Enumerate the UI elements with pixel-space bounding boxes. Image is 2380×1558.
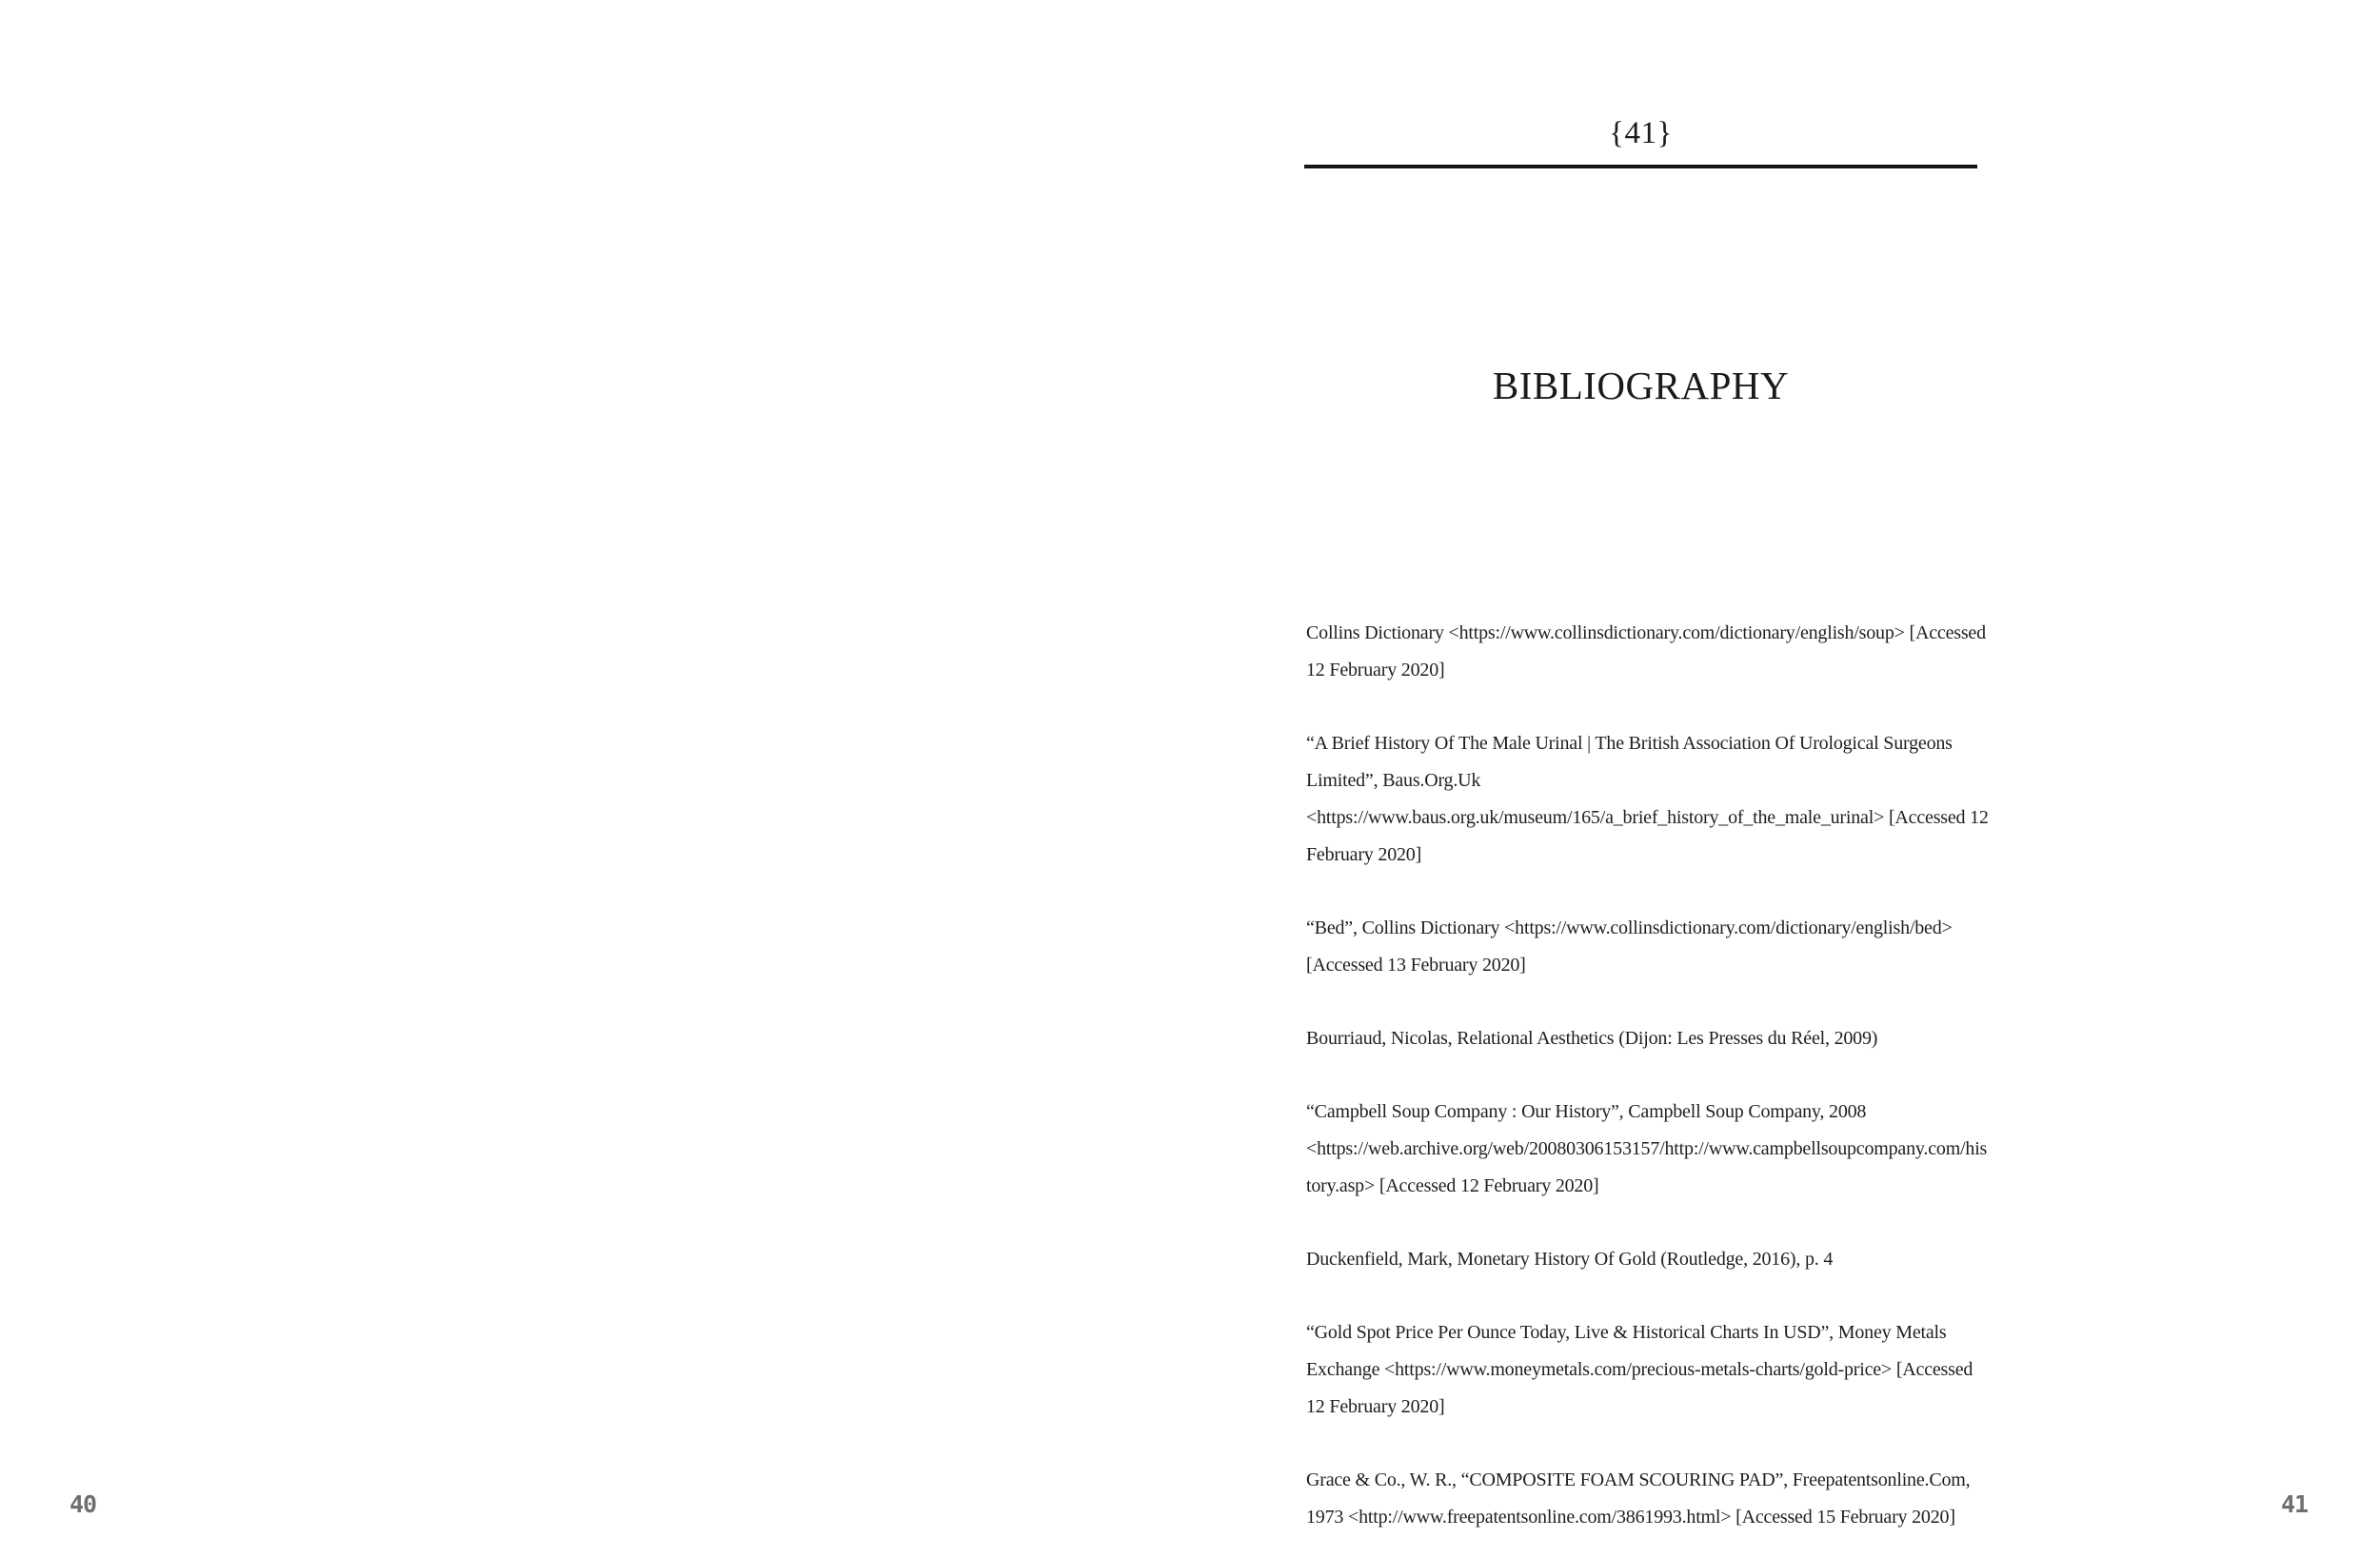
bibliography-entry: “Campbell Soup Company : Our History”, Campbell Soup Company, 2008 <https://web.archive.org/web/20080306153157/http://www.campbellsoupcompany.com/history.asp> [Accessed 12 February 2020]	[1306, 1101, 1988, 1196]
page-number-right: 41	[2281, 1490, 2309, 1518]
page-right	[1190, 0, 2380, 1558]
bibliography-entry: Collins Dictionary <https://www.collinsdictionary.com/dictionary/english/soup> [Accessed 12 February 2020]	[1306, 622, 1986, 680]
bibliography-entries	[1306, 615, 1990, 1558]
bibliography-entry: “Bed”, Collins Dictionary <https://www.collinsdictionary.com/dictionary/english/bed> [Accessed 13 February 2020]	[1306, 917, 1953, 976]
page-title: BIBLIOGRAPHY	[1492, 364, 1790, 407]
bibliography-entry: “Gold Spot Price Per Ounce Today, Live & Historical Charts In USD”, Money Metals Exchange <https://www.moneymetals.com/precious-metals-charts/gold-price> [Accessed 12 February 2020]	[1306, 1322, 1973, 1417]
bibliography-entry: Bourriaud, Nicolas, Relational Aesthetics (Dijon: Les Presses du Réel, 2009)	[1306, 1028, 1878, 1049]
bibliography-entry: Duckenfield, Mark, Monetary History Of Gold (Routledge, 2016), p. 4	[1306, 1249, 1834, 1270]
page-number-left: 40	[69, 1490, 97, 1518]
bibliography-entry: Grace & Co., W. R., “COMPOSITE FOAM SCOURING PAD”, Freepatentsonline.Com, 1973 <http://www.freepatentsonline.com/3861993.html> [Accessed 15 February 2020]	[1306, 1469, 1971, 1528]
header-rule	[1304, 165, 1977, 168]
bibliography-entry: “A Brief History Of The Male Urinal | The British Association Of Urological Surgeons Limited”, Baus.Org.Uk <https://www.baus.org.uk/museum/165/a_brief_history_of_the_male_urinal> [Accessed 12 February 2020]	[1306, 733, 1989, 865]
running-header-folio-marker: {41}	[1609, 116, 1673, 150]
